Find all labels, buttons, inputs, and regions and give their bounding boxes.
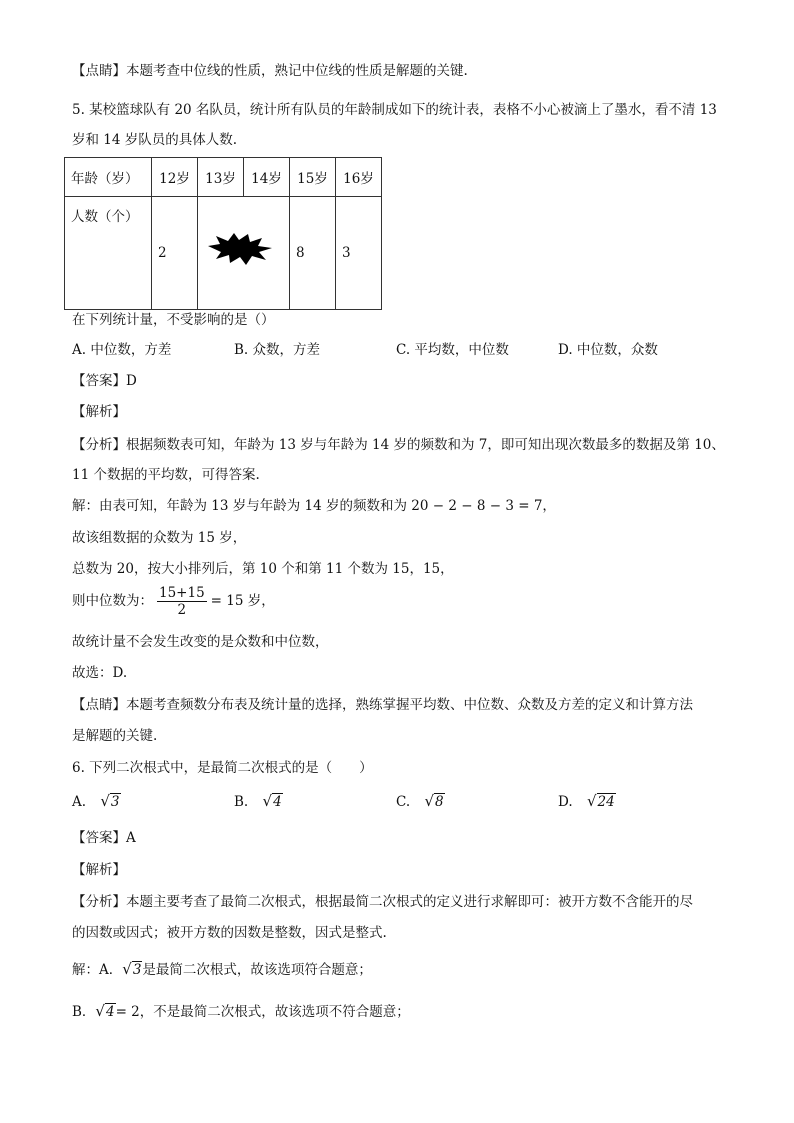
q5-question: 在下列统计量，不受影响的是（） bbox=[72, 312, 275, 328]
q5-answer: 【答案】D bbox=[72, 373, 137, 389]
header-12: 12岁 bbox=[152, 158, 198, 197]
q5-solution-line3: 总数为 20，按大小排列后，第 10 个和第 11 个数为 15，15， bbox=[72, 561, 454, 577]
q6-analysis-line1: 【分析】本题主要考查了最简二次根式，根据最简二次根式的定义进行求解即可：被开方数不含能开的尽 bbox=[72, 894, 693, 910]
solution-a-sqrt: √3 bbox=[122, 960, 142, 978]
q6-option-c bbox=[396, 792, 445, 811]
option-c-label: C. bbox=[396, 794, 411, 810]
q6-option-b bbox=[234, 792, 283, 811]
header-15: 15岁 bbox=[290, 158, 336, 197]
q5-option-c: C. 平均数，中位数 bbox=[396, 342, 509, 358]
header-14: 14岁 bbox=[244, 158, 290, 197]
q5-solution-line1: 解：由表可知，年龄为 13 岁与年龄为 14 岁的频数和为 20 − 2 − 8 − 3 = 7， bbox=[72, 498, 556, 514]
q6-solution-a bbox=[72, 960, 372, 979]
fraction-denominator: 2 bbox=[177, 602, 187, 618]
q6-option-d bbox=[558, 792, 616, 811]
q5-solution-line2: 故该组数据的众数为 15 岁， bbox=[72, 530, 247, 546]
option-b-sqrt: √4 bbox=[262, 792, 282, 810]
q4-comment: 【点睛】本题考查中位线的性质，熟记中位线的性质是解题的关键. bbox=[72, 63, 468, 79]
q5-comment-line2: 是解题的关键. bbox=[72, 728, 158, 744]
option-b-label: B. bbox=[234, 794, 249, 810]
q5-choice: 故选：D. bbox=[72, 665, 128, 681]
fraction-numerator: 15+15 bbox=[159, 585, 205, 601]
q5-analysis-heading: 【解析】 bbox=[72, 404, 126, 420]
q6-option-a bbox=[72, 792, 121, 811]
count-12: 2 bbox=[152, 197, 198, 310]
header-16: 16岁 bbox=[336, 158, 382, 197]
count-15: 8 bbox=[290, 197, 336, 310]
q5-comment-line1: 【点睛】本题考查频数分布表及统计量的选择，熟练掌握平均数、中位数、众数及方差的定义和计算方法 bbox=[72, 697, 693, 713]
q5-stem-line1: 5. 某校篮球队有 20 名队员，统计所有队员的年龄制成如下的统计表，表格不小心被滴上了墨水，看不清 13 bbox=[72, 102, 717, 118]
option-d-sqrt: √24 bbox=[586, 792, 615, 810]
q5-option-b: B. 众数，方差 bbox=[234, 342, 321, 358]
solution-a-text: 是最简二次根式，故该选项符合题意； bbox=[142, 962, 372, 978]
row-label-count: 人数（个） bbox=[65, 197, 152, 310]
solution-a-prefix: 解：A． bbox=[72, 962, 123, 978]
q6-stem: 6. 下列二次根式中，是最简二次根式的是（ ） bbox=[72, 760, 373, 776]
header-age: 年龄（岁） bbox=[65, 158, 152, 197]
q6-answer: 【答案】A bbox=[72, 830, 136, 846]
median-result: = 15 岁， bbox=[210, 593, 275, 609]
q5-option-a: A. 中位数，方差 bbox=[72, 342, 172, 358]
count-16: 3 bbox=[336, 197, 382, 310]
median-prefix: 则中位数为： bbox=[72, 593, 153, 609]
q5-option-d: D. 中位数，众数 bbox=[558, 342, 658, 358]
option-c-sqrt: √8 bbox=[424, 792, 444, 810]
option-a-label: A. bbox=[72, 794, 87, 810]
q6-analysis-line2: 的因数或因式；被开方数的因数是整数，因式是整式. bbox=[72, 925, 387, 941]
option-a-sqrt: √3 bbox=[100, 792, 120, 810]
solution-b-sqrt: √4 bbox=[95, 1002, 115, 1020]
q5-analysis-line2: 11 个数据的平均数，可得答案. bbox=[72, 467, 260, 483]
q5-stem-line2: 岁和 14 岁队员的具体人数. bbox=[72, 132, 238, 148]
q5-median-formula bbox=[72, 584, 275, 618]
solution-b-text: = 2，不是最简二次根式，故该选项不符合题意； bbox=[115, 1004, 410, 1020]
ink-blot-icon bbox=[206, 232, 274, 266]
q5-analysis-line1: 【分析】根据频数表可知，年龄为 13 岁与年龄为 14 岁的频数和为 7，即可知出现次数最多的数据及第 10、 bbox=[72, 437, 725, 453]
q5-solution-line5: 故统计量不会发生改变的是众数和中位数， bbox=[72, 634, 329, 650]
option-d-label: D. bbox=[558, 794, 573, 810]
q6-analysis-heading: 【解析】 bbox=[72, 862, 126, 878]
q6-solution-b bbox=[72, 1002, 410, 1021]
header-13: 13岁 bbox=[198, 158, 244, 197]
median-fraction bbox=[157, 585, 207, 618]
solution-b-prefix: B． bbox=[72, 1004, 96, 1020]
